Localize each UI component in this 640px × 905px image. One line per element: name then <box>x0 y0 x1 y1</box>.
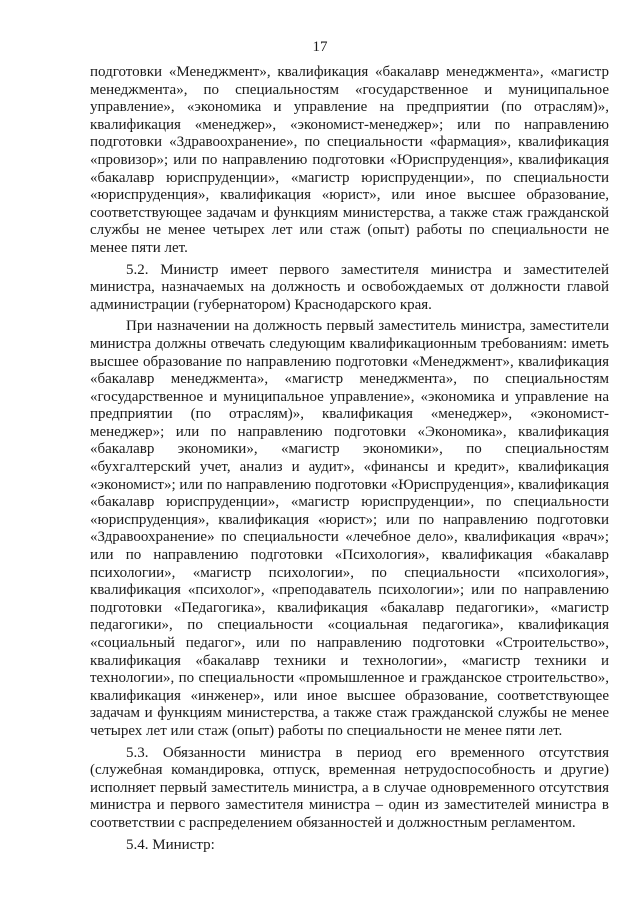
paragraph-qualification-continuation: подготовки «Менеджмент», квалификация «бакалавр менеджмента», «магистр менеджмента», по специальностям «государственное и муниципальное управление», «экономика и управление на предприятии (по отраслям)», квалификация «менеджер», «экономист-менеджер»; или по направлению подготовки «Здравоохранение», по специальности «фармация», квалификация «провизор»; или по направлению подготовки «Юриспруденция», квалификация «бакалавр юриспруденции», «магистр юриспруденции», по специальности «юриспруденция», квалификация «юрист», или иное высшее образование, соответствующее задачам и функциям министерства, а также стаж гражданской службы не менее четырех лет или стаж (опыт) работы по специальности не менее пяти лет. <box>90 64 609 256</box>
paragraph-5-2: 5.2. Министр имеет первого заместителя министра и заместителей министра, назначаемых на должность и освобождаемых от должности главой администрации (губернатором) Краснодарского края. <box>90 261 609 313</box>
paragraph-deputy-requirements: При назначении на должность первый заместитель министра, заместители министра должны отвечать следующим квалификационным требованиям: иметь высшее образование по направлению подготовки «Менеджмент», квалификация «бакалавр менеджмента», «магистр менеджмента», по специальностям «государственное и муниципальное управление», «экономика и управление на предприятии (по отраслям)», квалификация «менеджер», «экономист-менеджер»; или по направлению подготовки «Экономика», квалификация «бакалавр экономики», «магистр экономики», по специальностям «бухгалтерский учет, анализ и аудит», «финансы и кредит», квалификация «экономист»; или по направлению подготовки «Юриспруденция», квалификация «бакалавр юриспруденции», «магистр юриспруденции», по специальности «юриспруденция», квалификация «юрист»; или по направлению подготовки «Здравоохранение» по специальности «лечебное дело», квалификация «врач»; или по направлению подготовки «Психология», квалификация «бакалавр психологии», «магистр психологии», по специальности «психология», квалификация «психолог», «преподаватель психологии»; или по направлению подготовки «Педагогика», квалификация «бакалавр педагогики», «магистр педагогики», по специальности «социальная педагогика», квалификация «социальный педагог», или по направлению подготовки «Строительство», квалификация «бакалавр техники и технологии», «магистр техники и технологии», по специальности «промышленное и гражданское строительство», квалификация «инженер», или иное высшее образование, соответствующее задачам и функциям министерства, а также стаж гражданской службы не менее четырех лет или стаж (опыт) работы по специальности не менее пяти лет. <box>90 318 609 739</box>
document-body <box>90 64 609 854</box>
paragraph-5-4: 5.4. Министр: <box>126 836 215 853</box>
paragraph-5-3: 5.3. Обязанности министра в период его временного отсутствия (служебная командировка, отпуск, временная нетрудоспособность и другие) исполняет первый заместитель министра, а в случае одновременного отсутствия министра и первого заместителя министра – один из заместителей министра в соответствии с распределением обязанностей и должностным регламентом. <box>90 744 609 831</box>
page-number: 17 <box>312 39 328 55</box>
